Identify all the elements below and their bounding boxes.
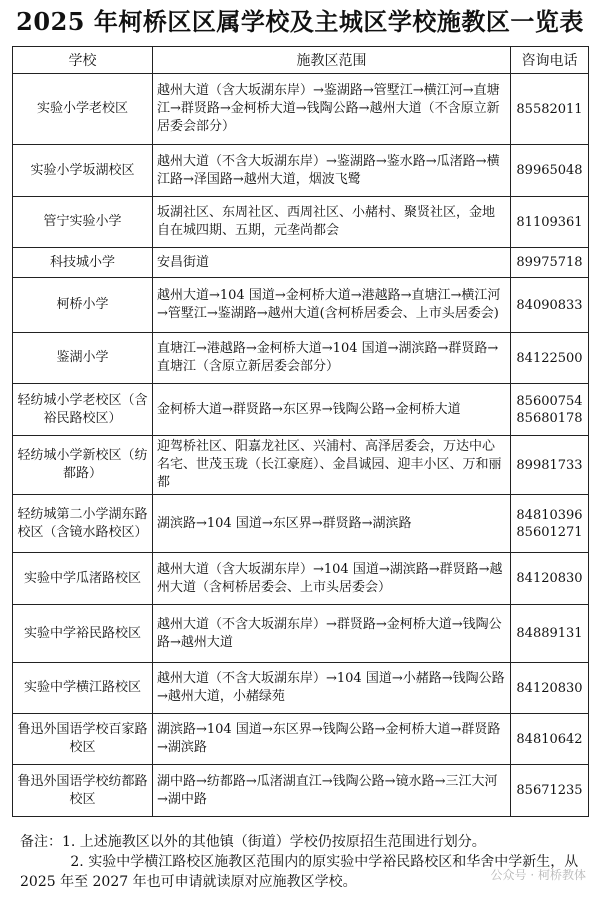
school-name-cell: 轻纺城第二小学湖东路校区（含镜水路校区） [13, 495, 153, 553]
table-header-row [13, 47, 589, 74]
school-name-cell: 实验小学坂湖校区 [13, 145, 153, 197]
table-row [13, 248, 589, 278]
district-range-cell: 越州大道（不含大坂湖东岸）→104 国道→小赭路→钱陶公路→越州大道，小赭绿苑 [153, 663, 511, 714]
phone-number: 84122500 [516, 350, 583, 366]
table-row [13, 663, 589, 714]
phone-number: 89981733 [516, 457, 583, 473]
table-row [13, 765, 589, 817]
phone-cell [511, 333, 589, 384]
phone-cell [511, 248, 589, 278]
district-range-cell: 直塘江→港越路→金柯桥大道→104 国道→湖滨路→群贤路→直塘江（含原立新居委会部分） [153, 333, 511, 384]
phone-cell [511, 197, 589, 248]
table-row [13, 495, 589, 553]
table-row [13, 278, 589, 333]
notes [20, 832, 590, 892]
phone-number: 85601271 [516, 524, 583, 540]
school-name-cell: 鉴湖小学 [13, 333, 153, 384]
school-name-cell: 管宁实验小学 [13, 197, 153, 248]
district-range-cell: 越州大道（不含大坂湖东岸）→鉴湖路→鉴水路→瓜渚路→横江路→泽国路→越州大道，烟波飞鹭 [153, 145, 511, 197]
phone-cell [511, 384, 589, 436]
phone-cell [511, 765, 589, 817]
school-name-cell: 科技城小学 [13, 248, 153, 278]
table-row [13, 197, 589, 248]
district-range-cell: 坂湖社区、东周社区、西周社区、小赭村、聚贤社区，金地自在城四期、五期，元垄尚都会 [153, 197, 511, 248]
table-row [13, 553, 589, 605]
phone-number: 89975718 [516, 255, 583, 270]
phone-number: 84889131 [516, 626, 583, 641]
phone-number: 85600754 [516, 393, 583, 409]
school-name-cell: 实验中学横江路校区 [13, 663, 153, 714]
phone-cell [511, 553, 589, 605]
district-range-cell: 湖中路→纺都路→瓜渚湖直江→钱陶公路→镜水路→三江大河→湖中路 [153, 765, 511, 817]
header-area: 施教区范围 [153, 47, 511, 74]
district-range-cell: 越州大道（不含大坂湖东岸）→群贤路→金柯桥大道→钱陶公路→越州大道 [153, 605, 511, 663]
header-phone: 咨询电话 [511, 47, 589, 74]
phone-cell [511, 714, 589, 765]
school-name-cell: 轻纺城小学老校区（含裕民路校区） [13, 384, 153, 436]
district-range-cell: 湖滨路→104 国道→东区界→钱陶公路→金柯桥大道→群贤路→湖滨路 [153, 714, 511, 765]
table-row [13, 384, 589, 436]
school-name-cell: 鲁迅外国语学校纺都路校区 [13, 765, 153, 817]
school-name-cell: 实验中学裕民路校区 [13, 605, 153, 663]
phone-number: 85680178 [516, 410, 583, 426]
table-row [13, 714, 589, 765]
phone-cell [511, 145, 589, 197]
phone-number: 84120830 [516, 680, 583, 696]
phone-number: 89965048 [516, 163, 583, 178]
table-row [13, 436, 589, 495]
school-name-cell: 实验小学老校区 [13, 74, 153, 145]
watermark: 公众号 · 柯桥教体 [490, 868, 586, 882]
phone-number: 84810642 [516, 731, 583, 747]
table-row [13, 145, 589, 197]
phone-cell [511, 663, 589, 714]
note-line-2: 2. 实验中学横江路校区施教区范围内的原实验中学裕民路校区和华舍中学新生，从 2025 年至 2027 年也可申请就读原对应施教区学校。 [20, 854, 579, 890]
district-range-cell: 越州大道→104 国道→金柯桥大道→港越路→直塘江→横江河→管墅江→鉴湖路→越州大道(含柯桥居委会、上市头居委会) [153, 278, 511, 333]
district-range-cell: 金柯桥大道→群贤路→东区界→钱陶公路→金柯桥大道 [153, 384, 511, 436]
phone-cell [511, 605, 589, 663]
phone-number: 84090833 [516, 297, 583, 313]
school-name-cell: 轻纺城小学新校区（纺都路） [13, 436, 153, 495]
phone-number: 81109361 [516, 214, 583, 230]
table-row [13, 74, 589, 145]
phone-cell [511, 74, 589, 145]
phone-number: 84120830 [516, 571, 583, 586]
header-school: 学校 [13, 47, 153, 74]
school-name-cell: 柯桥小学 [13, 278, 153, 333]
district-range-cell: 越州大道（含大坂湖东岸）→104 国道→湖滨路→群贤路→越州大道（含柯桥居委会、上市头居委会） [153, 553, 511, 605]
phone-cell [511, 278, 589, 333]
table-row [13, 605, 589, 663]
school-name-cell: 鲁迅外国语学校百家路校区 [13, 714, 153, 765]
district-range-cell: 迎驾桥社区、阳嘉龙社区、兴浦村、高泽居委会，万达中心名宅、世茂玉珑（长江豪庭）、金昌诚园、迎丰小区、万和丽都 [153, 436, 511, 495]
page-title: 2025 年柯桥区区属学校及主城区学校施教区一览表 [16, 7, 584, 36]
phone-number: 85671235 [516, 783, 583, 798]
school-district-table [12, 46, 589, 817]
school-name-cell: 实验中学瓜渚路校区 [13, 553, 153, 605]
phone-cell [511, 495, 589, 553]
phone-number: 85582011 [516, 101, 583, 117]
note-line-1: 备注：1. 上述施教区以外的其他镇（街道）学校仍按原招生范围进行划分。 [20, 834, 486, 850]
phone-number: 84810396 [516, 507, 583, 523]
phone-cell [511, 436, 589, 495]
district-range-cell: 越州大道（含大坂湖东岸）→鉴湖路→管墅江→横江河→直塘江→群贤路→金柯桥大道→钱陶公路→越州大道（不含原立新居委会部分） [153, 74, 511, 145]
district-range-cell: 安昌街道 [153, 248, 511, 278]
table-row [13, 333, 589, 384]
district-range-cell: 湖滨路→104 国道→东区界→群贤路→湖滨路 [153, 495, 511, 553]
